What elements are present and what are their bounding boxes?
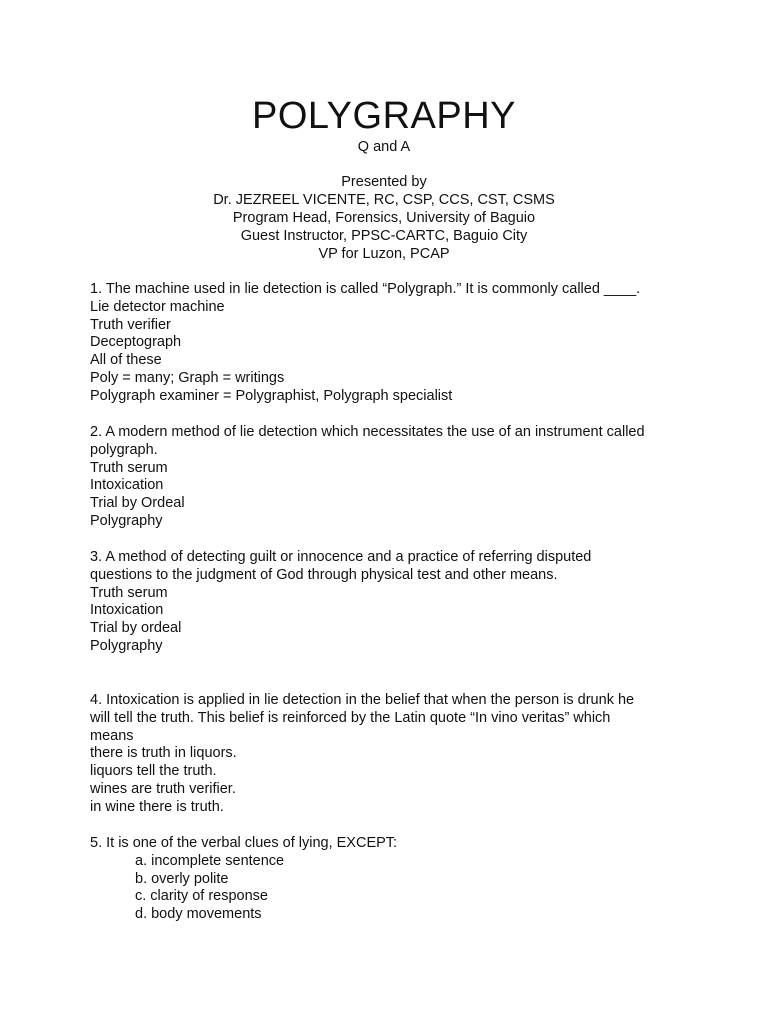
presenter-line: Presented by: [341, 174, 427, 190]
question-text: 1. The machine used in lie detection is called “Polygraph.” It is commonly called ____.: [90, 281, 641, 297]
document-title: POLYGRAPHY: [251, 95, 517, 137]
answer-choice: Lie detector machine: [90, 298, 225, 315]
answer-choice: Polygraphy: [90, 512, 163, 529]
answer-choice: d. body movements: [135, 906, 262, 923]
answer-choice: Truth serum: [90, 459, 168, 476]
question-text: 5. It is one of the verbal clues of lying, EXCEPT:: [90, 835, 398, 851]
presenter-line: VP for Luzon, PCAP: [318, 246, 450, 262]
answer-choice: Trial by Ordeal: [90, 495, 185, 512]
question-5: [90, 835, 690, 924]
question-note: Polygraph examiner = Polygraphist, Polygraph specialist: [90, 387, 453, 404]
document-subtitle: Q and A: [357, 139, 411, 155]
question-text: means: [90, 727, 134, 744]
question-2: [90, 424, 690, 531]
answer-choice: there is truth in liquors.: [90, 745, 237, 762]
question-text: 4. Intoxication is applied in lie detection in the belief that when the person is drunk he: [90, 692, 635, 708]
answer-choice: All of these: [90, 352, 162, 369]
presenter-line: Program Head, Forensics, University of Baguio: [232, 210, 536, 226]
question-4: [90, 692, 690, 817]
answer-choice: Deceptograph: [90, 334, 182, 351]
presenter-name: Dr. JEZREEL VICENTE, RC, CSP, CCS, CST, CSMS: [213, 192, 555, 208]
question-1: [90, 281, 690, 406]
answer-choice: wines are truth verifier.: [90, 780, 236, 797]
question-3: [90, 549, 690, 656]
question-text: will tell the truth. This belief is reinforced by the Latin quote “In vino veritas” which: [90, 709, 611, 726]
answer-choice: liquors tell the truth.: [90, 763, 217, 780]
answer-choice: Truth serum: [90, 584, 168, 601]
question-text: 3. A method of detecting guilt or innocence and a practice of referring disputed: [90, 549, 592, 565]
question-text: 2. A modern method of lie detection which necessitates the use of an instrument called: [90, 424, 645, 440]
presenter-line: Guest Instructor, PPSC-CARTC, Baguio City: [240, 228, 528, 244]
question-note: Poly = many; Graph = writings: [90, 369, 285, 386]
answer-choice: Intoxication: [90, 602, 164, 619]
question-text: polygraph.: [90, 441, 158, 458]
presenter-info: [0, 173, 768, 263]
question-text: questions to the judgment of God through physical test and other means.: [90, 566, 558, 583]
answer-choice: Trial by ordeal: [90, 620, 182, 637]
answer-choice: Intoxication: [90, 477, 164, 494]
answer-choice: a. incomplete sentence: [135, 852, 285, 869]
answer-choice: Truth verifier: [90, 316, 171, 333]
answer-choice: in wine there is truth.: [90, 798, 224, 815]
answer-choice: b. overly polite: [135, 870, 229, 887]
answer-choice: Polygraphy: [90, 637, 163, 654]
answer-choice: c. clarity of response: [135, 888, 268, 905]
